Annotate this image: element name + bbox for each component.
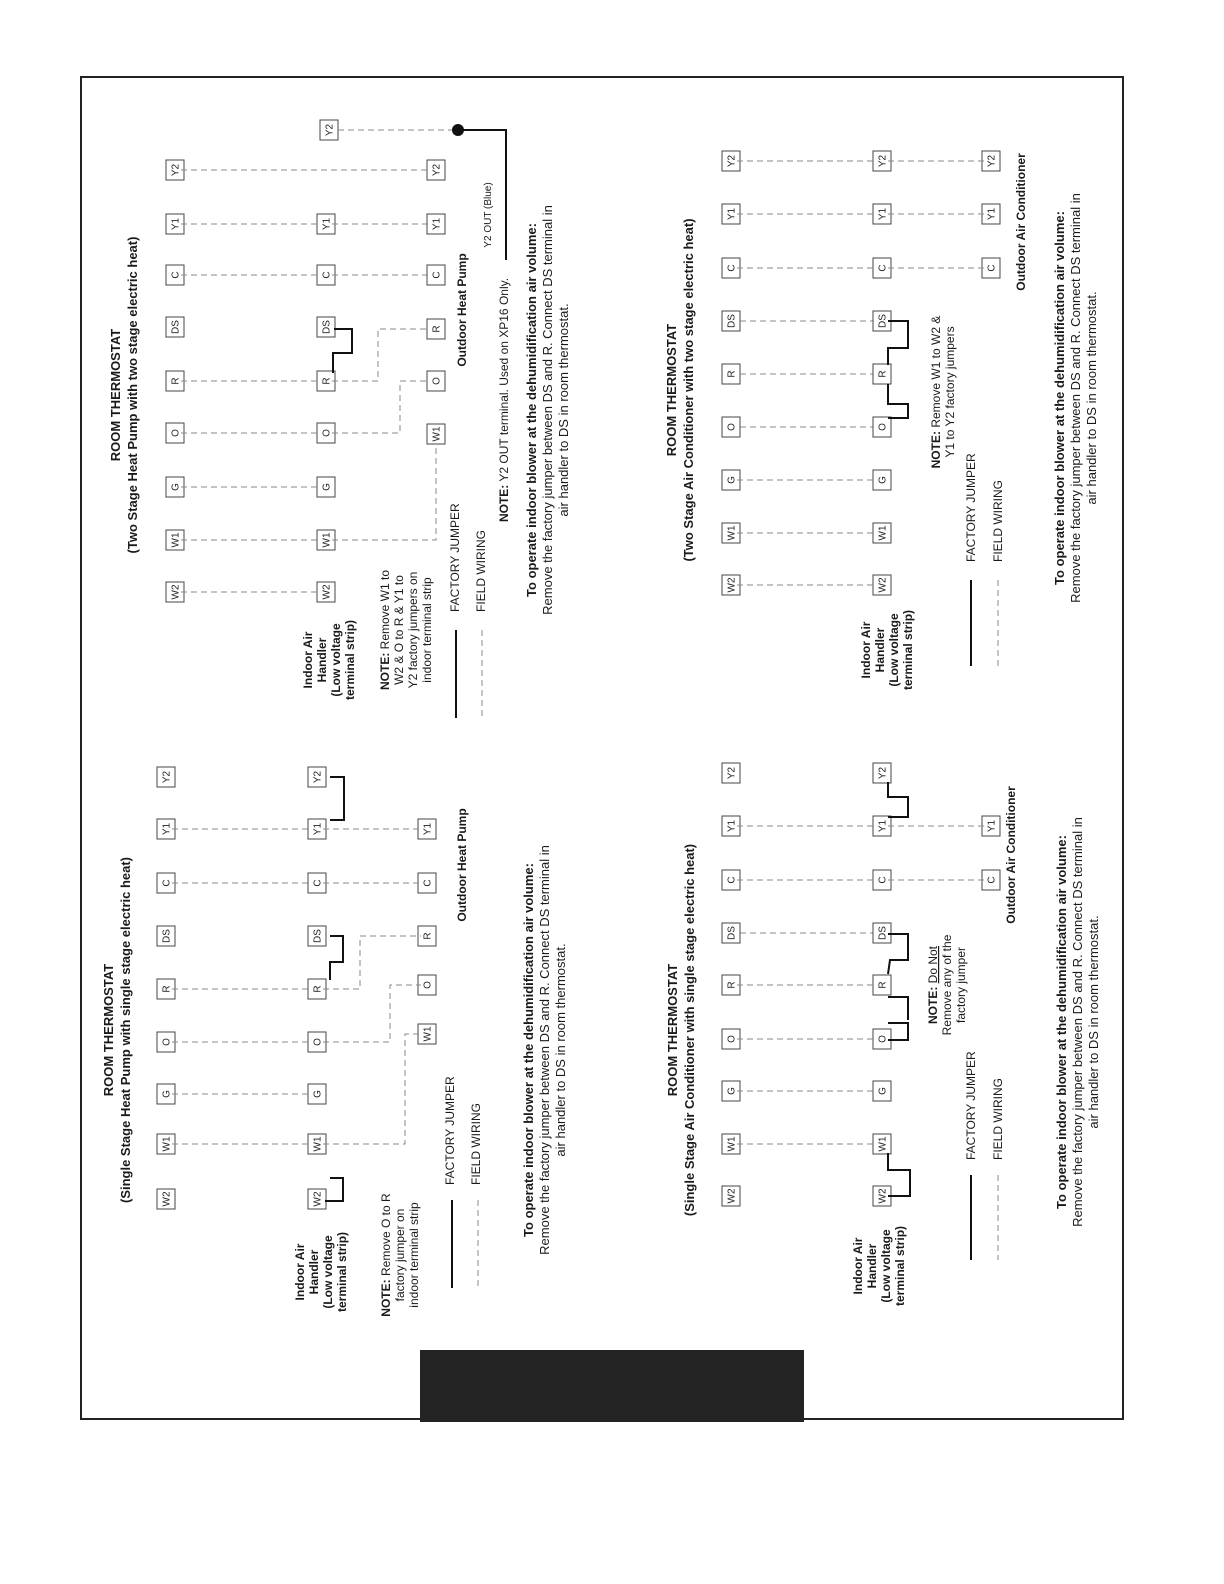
note-line: factory jumper: [954, 946, 968, 1024]
terminal-label: W1: [161, 1136, 173, 1152]
terminal-label: O: [312, 1038, 324, 1046]
terminal-label: Y2: [170, 163, 182, 177]
legend-factory-jumper: FACTORY JUMPER: [443, 1076, 457, 1185]
legend-field-wiring: FIELD WIRING: [991, 1077, 1005, 1160]
note-line: Y2 factory jumpers on: [406, 571, 420, 689]
field-wires: [172, 829, 421, 1144]
terminal-label: Y1: [726, 207, 738, 221]
indoor-air-handler-label: [301, 620, 357, 700]
indoor-label-line: Indoor Air: [293, 1243, 307, 1301]
outdoor-strip: [418, 819, 436, 1044]
terminal-label: DS: [877, 314, 889, 328]
terminal-label: R: [170, 377, 182, 385]
field-wires: [181, 130, 456, 592]
terminal-label: Y2: [726, 766, 738, 780]
title-line-2: (Two Stage Heat Pump with two stage electric heat): [125, 236, 140, 554]
terminal-label: G: [877, 476, 889, 484]
terminal-label: W2: [877, 1188, 889, 1204]
terminal-label: R: [321, 377, 333, 385]
terminal-label: O: [170, 429, 182, 437]
terminal-label: R: [877, 370, 889, 378]
note: [378, 570, 434, 690]
footer-line: Remove the factory jumper between DS and R. Connect DS terminal in: [1068, 193, 1083, 603]
terminal-label: Y2: [877, 766, 889, 780]
terminal-label: R: [431, 325, 443, 333]
terminal-y1: [427, 214, 445, 234]
terminal-label: Y1: [877, 819, 889, 833]
terminal-label: DS: [161, 929, 173, 943]
terminal-label: W1: [877, 525, 889, 541]
indoor-air-handler-label: [293, 1232, 349, 1312]
note-line: Remove O to R: [379, 1193, 393, 1280]
terminal-label: C: [986, 876, 998, 884]
terminal-label: Y1: [161, 822, 173, 836]
note-line: Remove W1 to W2 &: [929, 315, 943, 432]
terminal-label: C: [431, 271, 443, 279]
terminal-label: W2: [161, 1191, 173, 1207]
legend-factory-jumper: FACTORY JUMPER: [448, 503, 462, 612]
terminal-ds: [157, 926, 175, 946]
note-line: indoor terminal strip: [420, 577, 434, 683]
terminal-label: R: [161, 985, 173, 993]
terminal-g: [873, 1081, 891, 1101]
terminal-label: C: [726, 264, 738, 272]
legend: [443, 1076, 483, 1288]
terminal-ds: [722, 923, 740, 943]
terminal-label: Y1: [726, 819, 738, 833]
footer-line: Remove the factory jumper between DS and R. Connect DS terminal in: [540, 205, 555, 615]
indoor-strip: [308, 767, 326, 1209]
indoor-label-line: Handler: [315, 637, 329, 683]
terminal-y2: [982, 151, 1000, 171]
y2-out-label: Y2 OUT (Blue): [483, 182, 494, 248]
terminal-label: Y1: [170, 217, 182, 231]
footer-title: To operate indoor blower at the dehumidification air volume:: [1054, 835, 1069, 1209]
indoor-label-line: Indoor Air: [851, 1237, 865, 1295]
terminal-w1: [418, 1024, 436, 1044]
terminal-c: [982, 258, 1000, 278]
indoor-label-line: Handler: [873, 627, 887, 673]
terminal-label: O: [726, 423, 738, 431]
terminal-label: DS: [726, 314, 738, 328]
footer-title: To operate indoor blower at the dehumidification air volume:: [524, 223, 539, 597]
terminal-label: W1: [877, 1136, 889, 1152]
terminal-w2: [873, 575, 891, 595]
terminal-label: O: [431, 377, 443, 385]
terminal-y1: [982, 816, 1000, 836]
note-line: W2 & O to R & Y1 to: [392, 575, 406, 685]
diagram-title: [108, 237, 140, 554]
terminal-label: R: [877, 981, 889, 989]
terminal-label: W2: [726, 577, 738, 593]
terminal-label: Y2: [877, 154, 889, 168]
outdoor-unit-label: Outdoor Air Conditioner: [1004, 786, 1018, 924]
indoor-label-line: terminal strip): [343, 619, 357, 701]
terminal-label: W2: [321, 584, 333, 600]
terminal-label: C: [877, 264, 889, 272]
note: [929, 316, 957, 469]
indoor-label-line: terminal strip): [893, 1225, 907, 1307]
terminal-label: Y2: [986, 154, 998, 168]
terminal-label: C: [321, 271, 333, 279]
note-label: NOTE:: [379, 1279, 393, 1317]
footer-line: air handler to DS in room thermostat.: [1086, 915, 1101, 1129]
terminal-label: G: [170, 483, 182, 491]
svg-text:NOTE: Remove O to R: [379, 1193, 393, 1317]
outdoor-strip: [320, 120, 445, 444]
terminal-label: C: [170, 271, 182, 279]
note-line: Remove any of the: [940, 934, 954, 1036]
note-line: Remove W1 to: [378, 569, 392, 653]
terminal-label: G: [161, 1090, 173, 1098]
terminal-label: W2: [170, 584, 182, 600]
note-line: indoor terminal strip: [407, 1202, 421, 1308]
terminal-label: C: [422, 879, 434, 887]
indoor-label-line: (Low voltage: [879, 1229, 893, 1303]
terminal-w2: [308, 1189, 326, 1209]
terminal-label: DS: [312, 929, 324, 943]
terminal-ds: [317, 317, 335, 337]
note-label: NOTE:: [926, 986, 940, 1025]
footer-instructions: [1054, 817, 1101, 1227]
xp16-note: [497, 278, 511, 522]
terminal-o: [722, 417, 740, 437]
xp16-note-text: Y2 OUT terminal. Used on XP16 Only.: [497, 277, 511, 485]
terminal-w1: [427, 424, 445, 444]
indoor-label-line: Handler: [865, 1243, 879, 1289]
footer-line: air handler to DS in room thermostat.: [553, 943, 568, 1157]
legend: [964, 1051, 1005, 1260]
terminal-label: G: [321, 483, 333, 491]
note-line: Y1 to Y2 factory jumpers: [943, 326, 957, 458]
terminal-r: [873, 975, 891, 995]
indoor-label-line: terminal strip): [901, 609, 915, 691]
xp16-note-label: NOTE:: [497, 484, 511, 523]
terminal-label: W1: [321, 532, 333, 548]
terminal-label: C: [312, 879, 324, 887]
indoor-strip: [317, 214, 335, 602]
terminal-y2: [157, 767, 175, 787]
terminal-y2: [427, 160, 445, 180]
terminal-o: [427, 371, 445, 391]
terminal-label: G: [726, 1087, 738, 1095]
terminal-label: O: [161, 1038, 173, 1046]
title-line-1: ROOM THERMOSTAT: [664, 323, 679, 457]
terminal-w2: [722, 1186, 740, 1206]
diagram-title: [664, 218, 696, 561]
terminal-label: Y2: [324, 123, 336, 137]
terminal-y2-out: [320, 120, 338, 140]
terminal-label: G: [877, 1087, 889, 1095]
title-line-2: (Single Stage Air Conditioner with single stage electric heat): [682, 843, 697, 1217]
note: [379, 1193, 421, 1317]
terminal-label: DS: [726, 926, 738, 940]
footer-title: To operate indoor blower at the dehumidification air volume:: [1052, 211, 1067, 585]
outdoor-unit-label: Outdoor Heat Pump: [455, 808, 469, 922]
terminal-label: R: [726, 370, 738, 378]
title-line-1: ROOM THERMOSTAT: [108, 328, 123, 462]
legend-field-wiring: FIELD WIRING: [469, 1102, 483, 1185]
terminal-label: O: [321, 429, 333, 437]
note: [926, 934, 968, 1035]
terminal-label: Y1: [986, 207, 998, 221]
terminal-o: [873, 417, 891, 437]
terminal-label: O: [877, 1035, 889, 1043]
terminal-label: Y1: [431, 217, 443, 231]
terminal-label: G: [312, 1090, 324, 1098]
terminal-label: Y2: [312, 770, 324, 784]
indoor-label-line: Indoor Air: [301, 631, 315, 689]
terminal-r: [722, 364, 740, 384]
svg-text:NOTE: Remove W1 to: [378, 570, 392, 690]
footer-title: To operate indoor blower at the dehumidification air volume:: [521, 863, 536, 1237]
terminal-label: Y1: [422, 822, 434, 836]
terminal-label: Y1: [877, 207, 889, 221]
indoor-strip: [740, 151, 891, 595]
terminal-label: C: [726, 876, 738, 884]
terminal-r: [427, 319, 445, 339]
thermostat-strip: [157, 767, 175, 1209]
terminal-label: O: [726, 1035, 738, 1043]
title-line-2: (Single Stage Heat Pump with single stage electric heat): [118, 856, 133, 1204]
terminal-label: Y1: [321, 217, 333, 231]
terminal-label: W1: [312, 1136, 324, 1152]
note-label: NOTE:: [929, 431, 943, 469]
terminal-label: DS: [877, 926, 889, 940]
indoor-label-line: (Low voltage: [329, 623, 343, 697]
legend-field-wiring: FIELD WIRING: [474, 529, 488, 612]
terminal-y2: [308, 767, 326, 787]
terminal-label: W2: [726, 1188, 738, 1204]
legend: [964, 453, 1005, 666]
terminal-label: W1: [431, 426, 443, 442]
terminal-label: Y2: [431, 163, 443, 177]
legend-factory-jumper: FACTORY JUMPER: [964, 1051, 978, 1160]
diagram-two-stage-air-conditioner: [664, 151, 1099, 690]
note-label: NOTE:: [378, 652, 392, 691]
terminal-label: R: [422, 932, 434, 940]
footer-line: air handler to DS in room thermostat.: [556, 303, 571, 517]
terminal-label: DS: [170, 320, 182, 334]
terminal-label: Y1: [312, 822, 324, 836]
outdoor-unit-label: Outdoor Heat Pump: [455, 253, 469, 367]
terminal-label: G: [726, 476, 738, 484]
terminal-y1: [982, 204, 1000, 224]
diagram-title: [101, 857, 133, 1203]
terminal-g: [317, 477, 335, 497]
terminal-label: W2: [312, 1191, 324, 1207]
terminal-label: Y2: [726, 154, 738, 168]
terminal-y2: [873, 763, 891, 783]
indoor-label-line: Indoor Air: [859, 621, 873, 679]
terminal-g: [873, 470, 891, 490]
title-line-1: ROOM THERMOSTAT: [665, 963, 680, 1097]
terminal-label: Y2: [161, 770, 173, 784]
svg-text:NOTE: Remove W1 to W2 &: [929, 316, 943, 469]
terminal-c: [418, 873, 436, 893]
terminal-label: O: [877, 423, 889, 431]
footer-instructions: [521, 845, 568, 1255]
indoor-label-line: (Low voltage: [887, 613, 901, 687]
terminal-label: W1: [726, 1136, 738, 1152]
terminal-label: C: [877, 876, 889, 884]
footer-black-bar: [420, 1350, 804, 1422]
terminal-label: W2: [877, 577, 889, 593]
diagram-single-stage-air-conditioner: [665, 763, 1101, 1306]
terminal-label: DS: [321, 320, 333, 334]
legend: [448, 503, 488, 718]
junction-dot: [452, 124, 464, 136]
terminal-label: O: [422, 981, 434, 989]
footer-line: Remove the factory jumper between DS and R. Connect DS terminal in: [537, 845, 552, 1255]
terminal-y2: [722, 763, 740, 783]
indoor-air-handler-label: [851, 1226, 907, 1306]
legend-factory-jumper: FACTORY JUMPER: [964, 453, 978, 562]
terminal-ds: [308, 926, 326, 946]
outdoor-strip: [982, 151, 1000, 278]
terminal-w1: [873, 1134, 891, 1154]
outdoor-unit-label: Outdoor Air Conditioner: [1014, 153, 1028, 291]
terminal-w2: [317, 582, 335, 602]
terminal-label: W1: [170, 532, 182, 548]
terminal-label: C: [161, 879, 173, 887]
diagram-title: [665, 844, 697, 1216]
terminal-r: [873, 364, 891, 384]
terminal-ds: [722, 311, 740, 331]
terminal-w1: [873, 523, 891, 543]
footer-instructions: [524, 205, 571, 615]
footer-line: air handler to DS in room thermostat.: [1084, 291, 1099, 505]
terminal-label: R: [726, 981, 738, 989]
note-do-not: Do Not: [926, 945, 940, 984]
indoor-label-line: (Low voltage: [321, 1235, 335, 1309]
indoor-label-line: terminal strip): [335, 1231, 349, 1313]
legend-field-wiring: FIELD WIRING: [991, 479, 1005, 562]
terminal-w2: [157, 1189, 175, 1209]
footer-line: Remove the factory jumper between DS and R. Connect DS terminal in: [1070, 817, 1085, 1227]
terminal-ds: [166, 317, 184, 337]
footer-instructions: [1052, 193, 1099, 603]
thermostat-strip: [722, 151, 740, 595]
title-line-2: (Two Stage Air Conditioner with two stage electric heat): [681, 218, 696, 562]
note-line: factory jumper on: [393, 1208, 407, 1302]
factory-jumpers: [333, 124, 506, 373]
terminal-label: W1: [422, 1026, 434, 1042]
title-line-1: ROOM THERMOSTAT: [101, 963, 116, 1097]
terminal-label: C: [986, 264, 998, 272]
terminal-c: [982, 870, 1000, 890]
terminal-label: W1: [726, 525, 738, 541]
terminal-label: R: [312, 985, 324, 993]
terminal-y1: [418, 819, 436, 839]
svg-text:NOTE: Do Not: [926, 945, 940, 1024]
diagram-single-stage-heat-pump: [101, 767, 568, 1317]
terminal-label: Y1: [986, 819, 998, 833]
outdoor-strip: [982, 816, 1000, 890]
terminal-g: [308, 1084, 326, 1104]
terminal-c: [427, 265, 445, 285]
indoor-label-line: Handler: [307, 1249, 321, 1295]
indoor-air-handler-label: [859, 610, 915, 690]
diagram-two-stage-heat-pump: [108, 120, 571, 718]
